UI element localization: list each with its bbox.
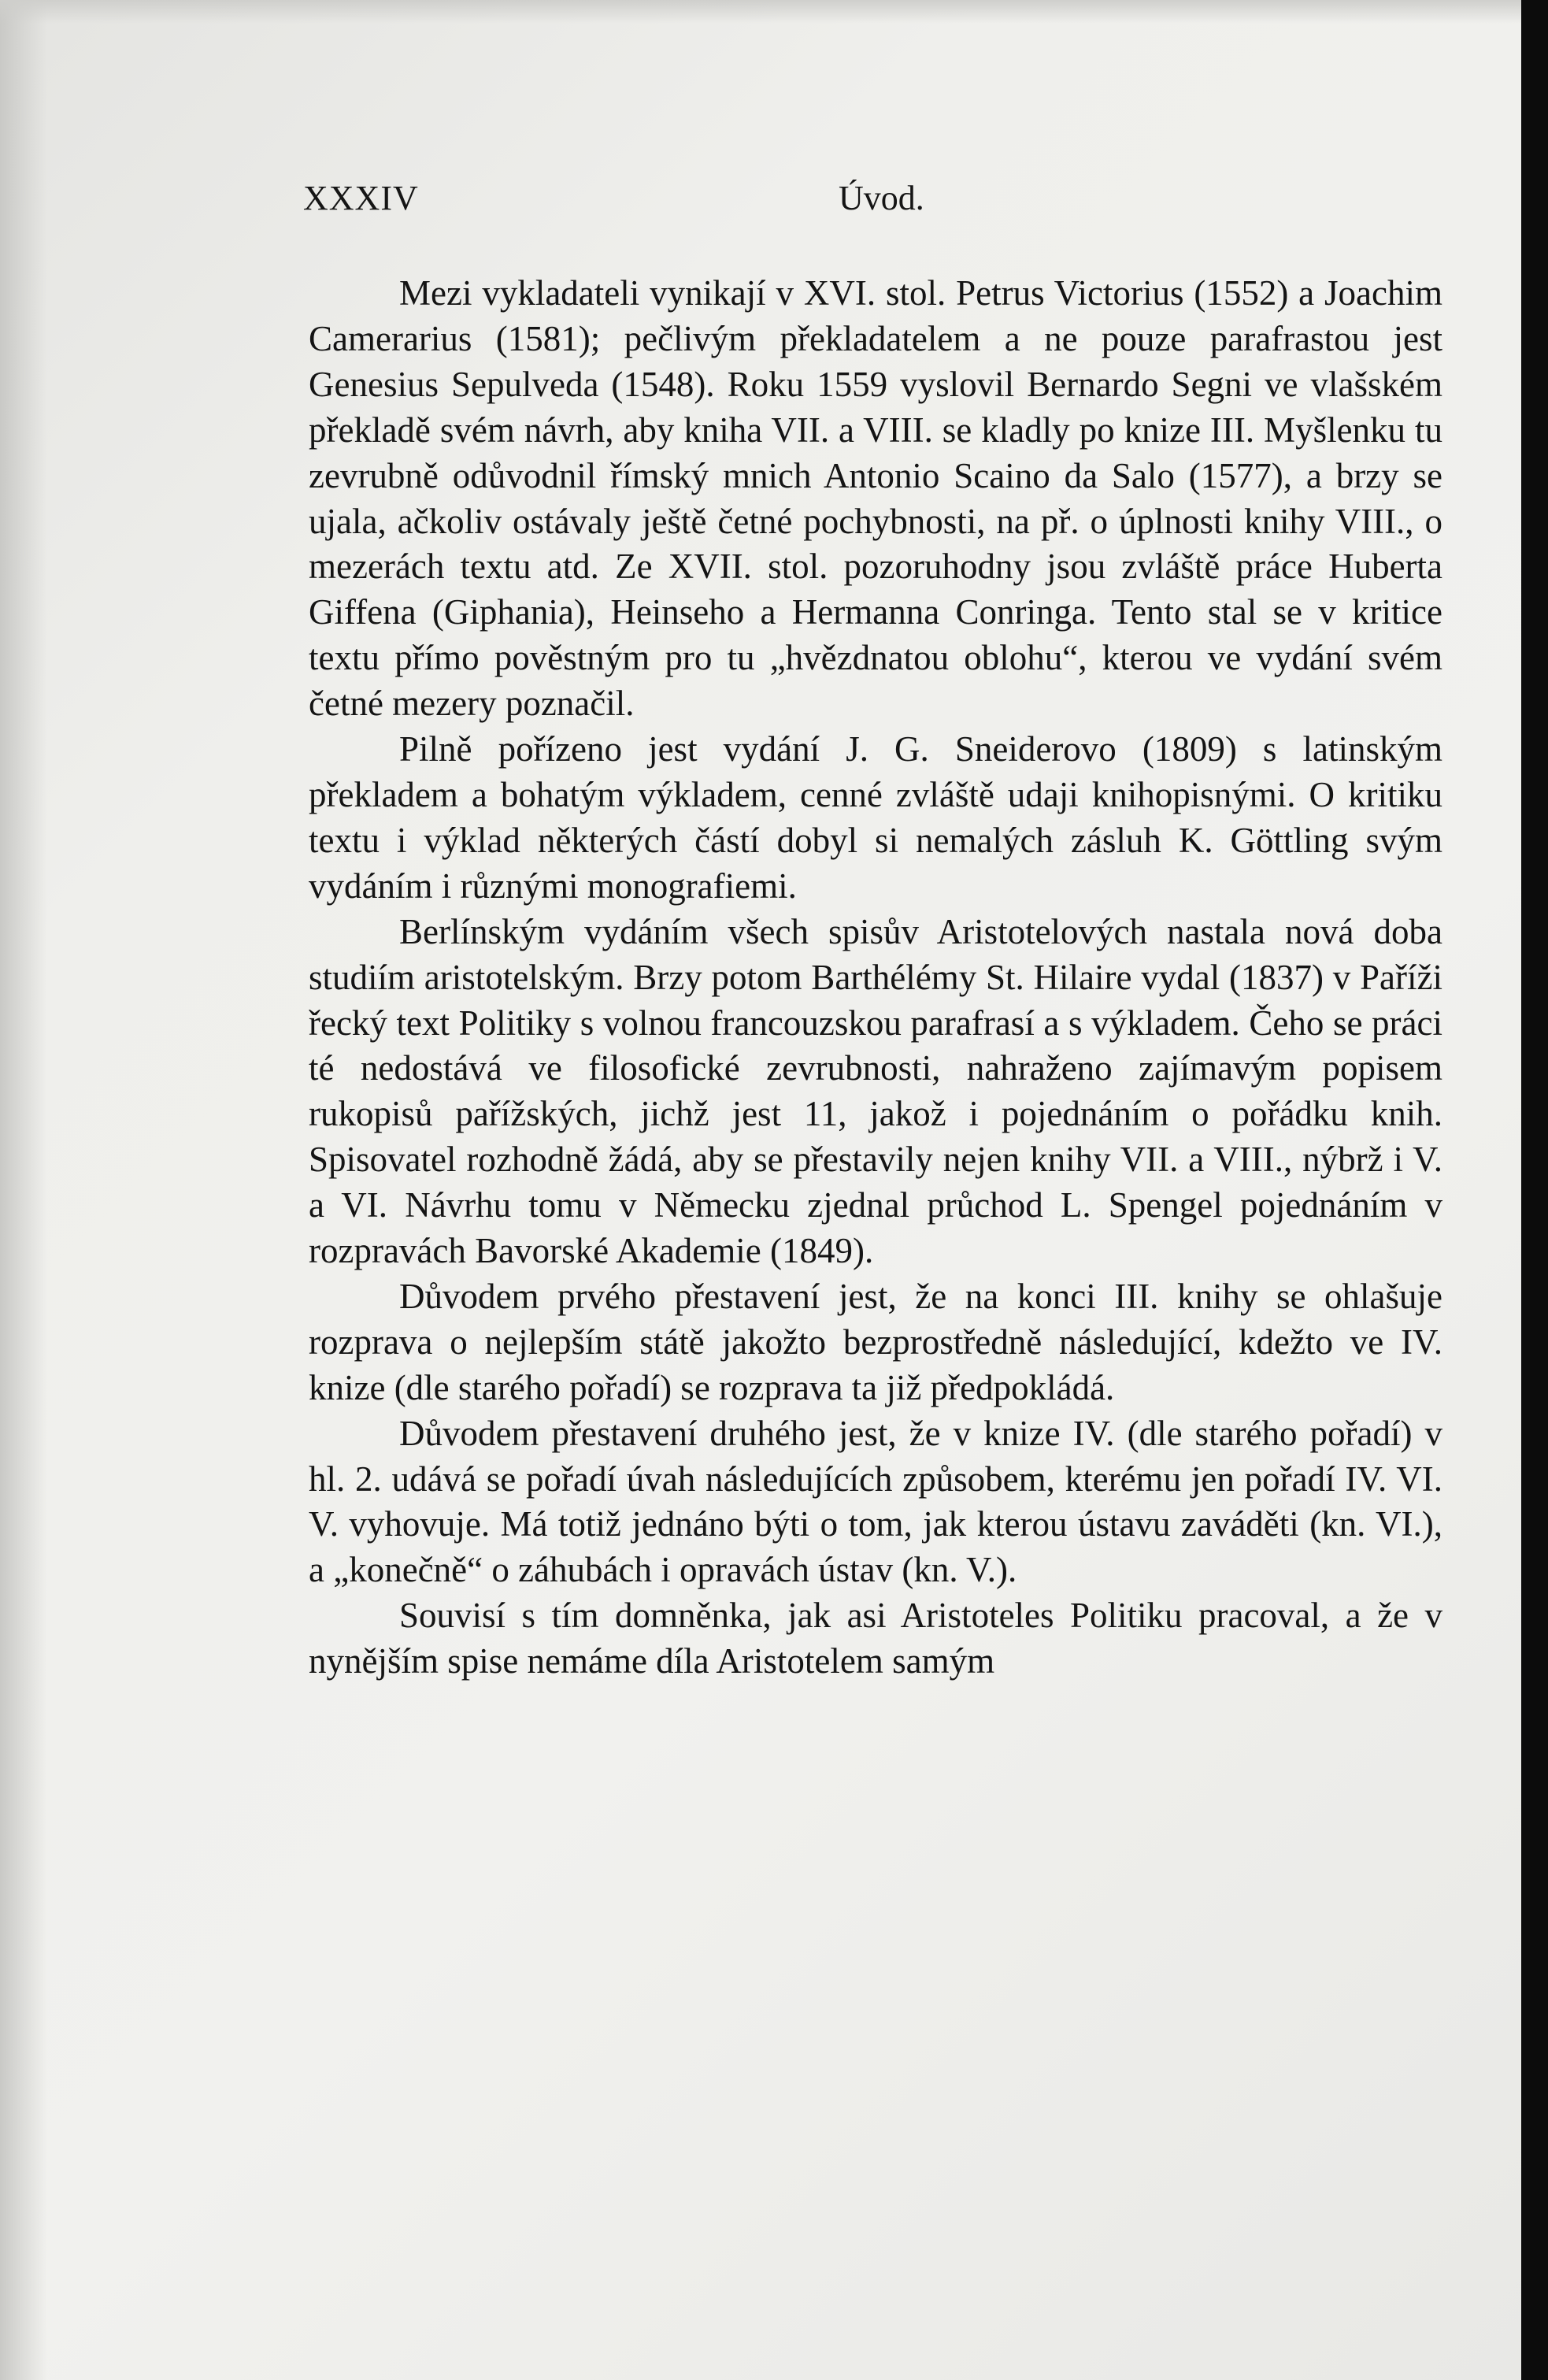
paragraph: Důvodem prvého přestavení jest, že na konci III. knihy se ohlašuje rozprava o nejlepším státě jakožto bezprostředně následující, kdežto ve IV. knize (dle starého pořadí) se rozprava ta již předpokládá. [309,1276,1442,1407]
right-scan-border [1521,0,1548,2380]
page-header [303,178,1461,233]
paragraph: Berlínským vydáním všech spisův Aristotelových nastala nová doba studiím aristotelským. Brzy potom Barthélémy St. Hilaire vydal (1837) v Paříži řecký text Politiky s volnou francouzskou parafrasí a s výkladem. Čeho se práci té nedostává ve filosofické zevrubnosti, nahraženo zajímavým popisem rukopisů pařížských, jichž jest 11, jakož i pojednáním o pořádku knih. Spisovatel rozhodně žádá, aby se přestavily nejen knihy VII. a VIII., nýbrž i V. a VI. Návrhu tomu v Německu zjednal průchod L. Spengel pojednáním v rozpravách Bavorské Akademie (1849). [309,911,1442,1271]
running-title: Úvod. [839,179,924,217]
paragraph: Mezi vykladateli vynikají v XVI. stol. Petrus Victorius (1552) a Joachim Camerarius (1581); pečlivým překladatelem a ne pouze parafrastou jest Genesius Sepulveda (1548). Roku 1559 vyslovil Bernardo Segni ve vlašském překladě svém návrh, aby kniha VII. a VIII. se kladly po knize III. Myšlenku tu zevrubně odůvodnil římský mnich Antonio Scaino da Salo (1577), a brzy se ujala, ačkoliv ostávaly ještě četné pochybnosti, na př. o úplnosti knihy VIII., o mezerách textu atd. Ze XVII. stol. pozoruhodny jsou zvláště práce Huberta Giffena (Giphania), Heinseho a Hermanna Conringa. Tento stal se v kritice textu přímo pověstným pro tu „hvězdnatou oblohu“, kterou ve vydání svém četné mezery poznačil. [309,273,1442,724]
paragraph: Důvodem přestavení druhého jest, že v knize IV. (dle starého pořadí) v hl. 2. udává se pořadí úvah následujících způsobem, kterému jen pořadí IV. VI. V. vyhovuje. Má totiž jednáno býti o tom, jak kterou ústavu zaváděti (kn. VI.), a „konečně“ o záhubách i opravách ústav (kn. V.). [309,1413,1442,1590]
body-text [309,271,1442,1685]
paragraph: Souvisí s tím domněnka, jak asi Aristoteles Politiku pracoval, a že v nynějším spise nemáme díla Aristotelem samým [309,1596,1442,1681]
paragraph: Pilně pořízeno jest vydání J. G. Sneiderovo (1809) s latinským překladem a bohatým výkladem, cenné zvláště udaji knihopisnými. O kritiku textu i výklad některých částí dobyl si nemalých zásluh K. Göttling svým vydáním i různými monografiemi. [309,729,1442,906]
left-page-shadow [0,0,47,2380]
top-page-shadow [0,0,1548,24]
page-number: XXXIV [303,179,419,217]
